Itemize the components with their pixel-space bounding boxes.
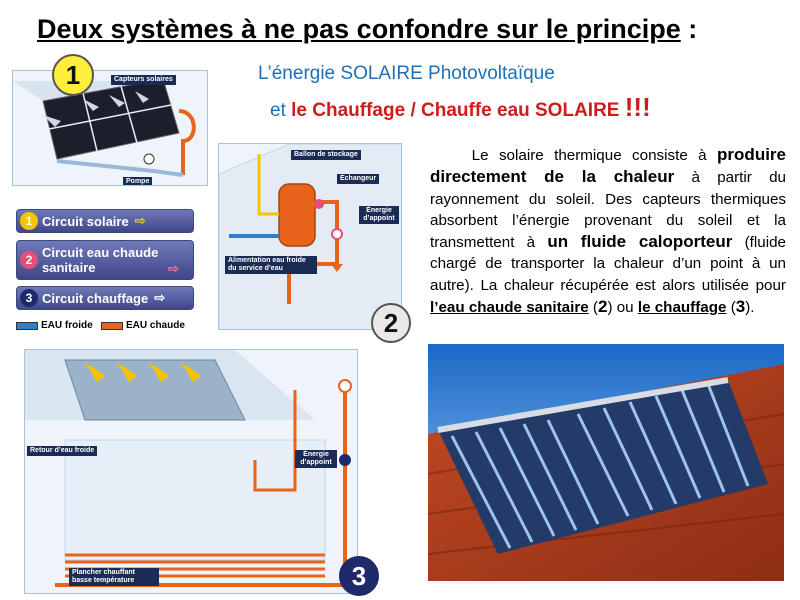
swatch-hot (101, 322, 123, 330)
heating-illustration (25, 350, 358, 594)
legend-num-2: 2 (20, 251, 38, 269)
arrow-right-icon: ⇨ (154, 290, 166, 305)
legend-num-3: 3 (20, 289, 38, 307)
solar-thermal-photo (428, 344, 784, 581)
para-text: (fluide chargé de transporter la chaleur d’un point à un autre). La chaleur récupérée est alors utilisée pour (430, 234, 786, 294)
circuit-badge-2 (314, 199, 324, 209)
label-energie-appoint: Énergie d’appoint (295, 450, 337, 468)
legend-hot-label: EAU chaude (126, 320, 185, 331)
para-bold: produire directement de la chaleur (430, 145, 786, 187)
para-bold: 2 (597, 297, 608, 317)
para-text: ) ou (607, 299, 638, 317)
label-ballon: Ballon de stockage (291, 150, 361, 160)
subtitle-chauffage-text: le Chauffage / Chauffe eau SOLAIRE (291, 100, 620, 121)
diagram-chauffage (24, 349, 358, 594)
subtitle-exclamation: !!! (624, 92, 651, 122)
subtitle-photovoltaique: L’énergie SOLAIRE Photovoltaïque (258, 63, 555, 84)
legend-eau-froide (16, 320, 93, 331)
para-text: ). (745, 299, 755, 317)
legend-eau-chaude (101, 320, 185, 331)
subtitle-chauffage (270, 92, 651, 123)
label-echangeur: Échangeur (337, 174, 379, 184)
legend-cold-label: EAU froide (41, 320, 93, 331)
legend-label-3: Circuit chauffage (42, 290, 149, 306)
legend-label-1: Circuit solaire (42, 213, 129, 229)
house-interior (65, 440, 325, 560)
valve-icon (339, 380, 351, 392)
diagram-circuit-solaire (12, 70, 208, 186)
para-underline: l’eau chaude sanitaire (430, 299, 589, 317)
para-underline: le chauffage (637, 299, 727, 317)
para-bold: un fluide caloporteur (547, 232, 733, 252)
legend-circuit-eau-chaude (16, 240, 194, 280)
para-bold: 3 (735, 297, 746, 317)
legend-circuit-chauffage (16, 286, 194, 310)
arrow-right-icon: ⇨ (168, 261, 179, 276)
solar-collector-illustration (13, 71, 208, 186)
badge-3: 3 (339, 556, 379, 596)
label-energie-appoint: Énergie d’appoint (359, 206, 399, 224)
label-alimentation: Alimentation eau froide du service d’eau (225, 256, 317, 274)
label-pompe: Pompe (123, 177, 152, 186)
hot-water-illustration (219, 144, 402, 330)
roof-tubes-image (428, 344, 784, 581)
explanation-paragraph (430, 144, 786, 318)
subtitle-et: et (270, 100, 286, 121)
badge-1: 1 (52, 54, 94, 96)
swatch-cold (16, 322, 38, 330)
pump-icon (144, 154, 154, 164)
legend-circuit-solaire (16, 209, 194, 233)
label-retour-eau-froide: Retour d’eau froide (27, 446, 97, 456)
circuit-badge-3 (339, 454, 351, 466)
appoint-valve-icon (332, 229, 342, 239)
label-capteurs: Capteurs solaires (111, 75, 176, 85)
legend-label-2: Circuit eau chaude sanitaire (42, 245, 159, 275)
diagram-eau-chaude-sanitaire (218, 143, 402, 330)
para-text: ( (726, 299, 736, 317)
para-text: Le solaire thermique consiste à (471, 147, 718, 164)
arrow-right-icon: ⇨ (134, 213, 146, 228)
para-text: à partir du rayonnement du soleil. Des capteurs thermiques absorbent l’énergie provenant du soleil et la transmettent à (430, 169, 786, 252)
storage-tank (279, 184, 315, 246)
para-text: ( (588, 299, 598, 317)
badge-2: 2 (371, 303, 411, 343)
page-title: Deux systèmes à ne pas confondre sur le principe : (37, 14, 698, 44)
legend-num-1: 1 (20, 212, 38, 230)
label-plancher-chauffant: Plancher chauffant basse température (69, 568, 159, 586)
